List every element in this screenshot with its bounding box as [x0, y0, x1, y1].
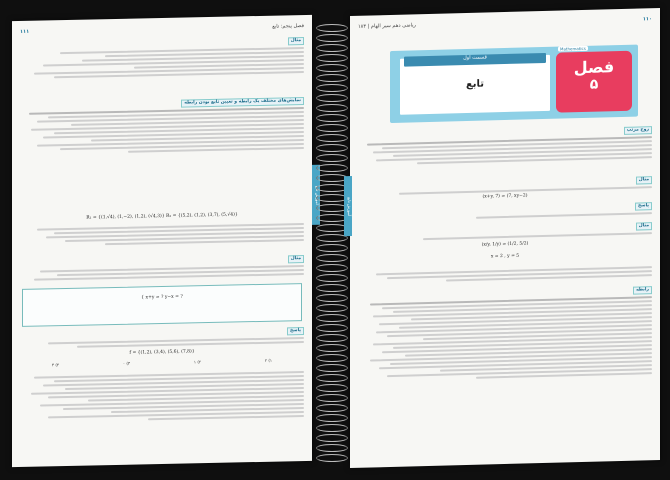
ordered-pair-label: زوج مرتب: [624, 126, 652, 134]
relation-section-title: نمایش‌های مختلف یک رابطه و تعیین تابع بودن رابطه: [181, 97, 304, 107]
chapter-badge: [556, 45, 632, 113]
banner-title-box: [400, 55, 550, 115]
pair-formula-1: (x+y, 7) = (7, xy−2): [482, 193, 528, 200]
section-label: قسمت اول: [404, 53, 546, 67]
relation-section-right: [358, 286, 652, 383]
example-label-2: مثال: [288, 255, 304, 263]
answer-label: پاسخ: [287, 327, 304, 335]
spiral-ring: [316, 444, 348, 452]
function-formula: f = {(1,2), (3,4), (5,6), (7,8)}: [129, 349, 195, 356]
open-book: [12, 10, 662, 472]
spiral-ring: [316, 414, 348, 422]
left-page: [12, 15, 320, 467]
right-header-title: ریاضی دهم سیر الهام | ۱۸۳: [358, 22, 416, 30]
choice-2: ۲) ۱: [193, 359, 202, 365]
spiral-ring: [316, 144, 348, 152]
chapter-word: فصل: [573, 57, 615, 78]
pair-solution: x = 2 , y = 5: [490, 253, 520, 260]
left-side-tab: آموزش تابع: [312, 165, 320, 225]
choice-3: ۳) ۰: [122, 360, 131, 366]
spiral-ring: [316, 354, 348, 362]
spiral-ring: [316, 274, 348, 282]
chapter-title: تابع: [465, 78, 485, 91]
spiral-ring: [316, 454, 348, 462]
spiral-binding: [312, 10, 350, 472]
right-page-header: [358, 14, 652, 32]
spiral-ring: [316, 314, 348, 322]
spiral-ring: [316, 164, 348, 172]
spiral-ring: [316, 244, 348, 252]
spiral-ring: [316, 54, 348, 62]
right-answer-1: [358, 202, 652, 223]
relation-section: [20, 97, 304, 156]
system-box: [22, 283, 302, 327]
right-body-2: [358, 264, 652, 286]
spiral-ring: [316, 64, 348, 72]
spiral-ring: [316, 394, 348, 402]
answer-label-r1: پاسخ: [635, 202, 652, 210]
spiral-ring: [316, 114, 348, 122]
spiral-ring: [316, 434, 348, 442]
left-page-header: [20, 21, 304, 37]
spiral-ring: [316, 24, 348, 32]
spiral-ring: [316, 304, 348, 312]
spiral-ring: [316, 94, 348, 102]
left-body-2: [20, 221, 304, 249]
ordered-pair-section: [358, 126, 652, 167]
example-label-r1: مثال: [636, 176, 652, 184]
spiral-ring: [316, 84, 348, 92]
right-side-tab: آموزش تابع: [344, 176, 352, 236]
spiral-ring: [316, 364, 348, 372]
chapter-banner: [390, 45, 638, 123]
spiral-ring: [316, 284, 348, 292]
left-header-title: فصل پنجم: تابع: [272, 23, 304, 30]
example-label-r2: مثال: [636, 222, 652, 230]
example-label: مثال: [288, 37, 304, 45]
spiral-ring: [316, 264, 348, 272]
spiral-ring: [316, 104, 348, 112]
spiral-ring: [316, 344, 348, 352]
spiral-ring: [316, 404, 348, 412]
pair-formula-2: (x/y, 1/y) = (1/2, 5/2): [481, 241, 529, 248]
system-formula: { x+y = ? y−x = ?: [141, 294, 183, 301]
choice-4: ۴) ۳: [51, 362, 60, 368]
spiral-ring: [316, 44, 348, 52]
spiral-ring: [316, 254, 348, 262]
spiral-ring: [316, 134, 348, 142]
spiral-ring: [316, 424, 348, 432]
relation-label: رابطه: [633, 286, 652, 294]
spiral-ring: [316, 294, 348, 302]
spiral-ring: [316, 374, 348, 382]
spiral-ring: [316, 124, 348, 132]
spiral-ring: [316, 34, 348, 42]
left-example-1: [20, 37, 304, 80]
left-body-3: [20, 369, 304, 425]
chapter-number: ۵: [589, 76, 599, 93]
brand-tag: Mathematics: [560, 45, 586, 52]
spiral-ring: [316, 384, 348, 392]
choices-row: [20, 357, 304, 368]
left-example-2: [20, 255, 304, 282]
spiral-ring: [316, 334, 348, 342]
relations-formula: R₁ = {(1,√4), (1,−2), (1,2), (√4,3)} R₂ = {(5,2), (1,2), (3,7), (5,√4)}: [86, 212, 238, 221]
spiral-ring: [316, 154, 348, 162]
left-page-number: ۱۱۱: [20, 28, 30, 35]
spiral-ring: [316, 324, 348, 332]
right-page-number: ۱۱۰: [642, 16, 652, 23]
choice-1: ۱) ۲: [264, 357, 273, 363]
right-page: [347, 8, 660, 468]
spiral-ring: [316, 74, 348, 82]
